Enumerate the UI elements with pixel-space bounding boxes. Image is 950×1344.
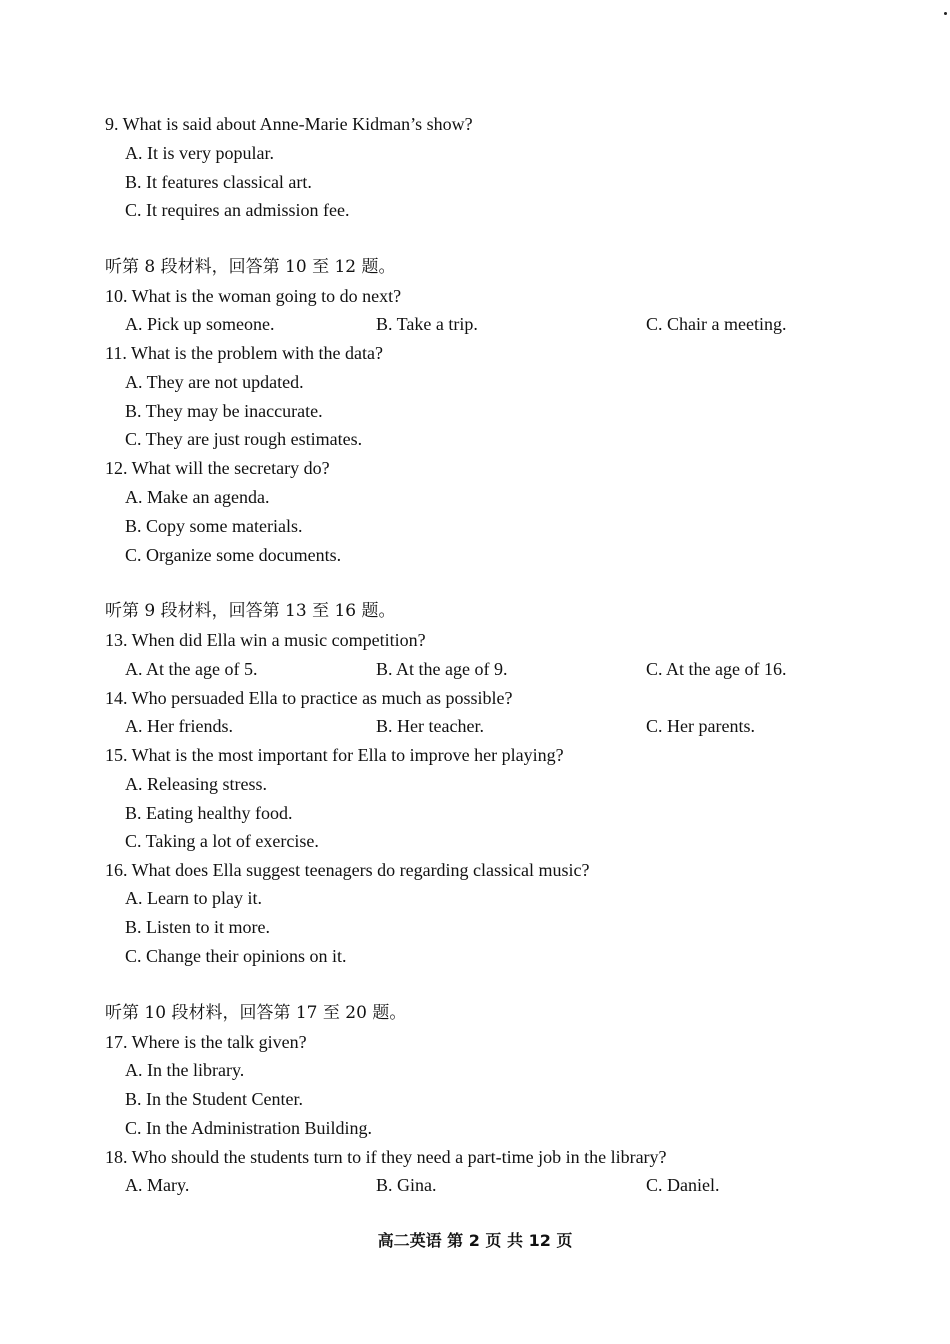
q14-option-a: A. Her friends. (125, 716, 233, 736)
q12-option-c: C. Organize some documents. (125, 545, 342, 565)
question-13: 13. When did Ella win a music competition? (105, 630, 426, 650)
q12-option-b: B. Copy some materials. (125, 516, 303, 536)
q18-option-a: A. Mary. (125, 1175, 190, 1195)
q9-option-b: B. It features classical art. (125, 172, 312, 192)
q18-option-b: B. Gina. (376, 1175, 437, 1195)
question-16: 16. What does Ella suggest teenagers do regarding classical music? (105, 860, 590, 880)
q13-option-b: B. At the age of 9. (376, 659, 508, 679)
q11-option-a: A. They are not updated. (125, 372, 304, 392)
question-11: 11. What is the problem with the data? (105, 343, 383, 363)
q15-option-b: B. Eating healthy food. (125, 803, 293, 823)
q13-option-c: C. At the age of 16. (646, 659, 787, 679)
question-15: 15. What is the most important for Ella to improve her playing? (105, 745, 564, 765)
q10-option-c: C. Chair a meeting. (646, 314, 787, 334)
section-10-heading: 听第 10 段材料，回答第 17 至 20 题。 (105, 1003, 407, 1023)
q9-option-c: C. It requires an admission fee. (125, 200, 350, 220)
q18-option-c: C. Daniel. (646, 1175, 720, 1195)
q12-option-a: A. Make an agenda. (125, 487, 270, 507)
section-9-heading: 听第 9 段材料，回答第 13 至 16 题。 (105, 601, 396, 621)
q15-option-c: C. Taking a lot of exercise. (125, 831, 319, 851)
q11-option-b: B. They may be inaccurate. (125, 401, 323, 421)
q10-option-a: A. Pick up someone. (125, 314, 275, 334)
q16-option-c: C. Change their opinions on it. (125, 946, 347, 966)
q11-option-c: C. They are just rough estimates. (125, 429, 363, 449)
q16-option-b: B. Listen to it more. (125, 917, 270, 937)
q10-option-b: B. Take a trip. (376, 314, 478, 334)
page-footer: 高二英语 第 2 页 共 12 页 (377, 1231, 573, 1250)
section-8-heading: 听第 8 段材料，回答第 10 至 12 题。 (105, 257, 396, 277)
q17-option-c: C. In the Administration Building. (125, 1118, 372, 1138)
q14-option-b: B. Her teacher. (376, 716, 484, 736)
q9-option-a: A. It is very popular. (125, 143, 274, 163)
q17-option-a: A. In the library. (125, 1060, 245, 1080)
scan-speck (944, 12, 947, 15)
q17-option-b: B. In the Student Center. (125, 1089, 303, 1109)
q14-option-c: C. Her parents. (646, 716, 755, 736)
q16-option-a: A. Learn to play it. (125, 888, 262, 908)
q13-option-a: A. At the age of 5. (125, 659, 258, 679)
question-17: 17. Where is the talk given? (105, 1032, 307, 1052)
question-12: 12. What will the secretary do? (105, 458, 330, 478)
q15-option-a: A. Releasing stress. (125, 774, 267, 794)
question-9: 9. What is said about Anne-Marie Kidman’s show? (105, 114, 473, 134)
question-18: 18. Who should the students turn to if they need a part-time job in the library? (105, 1147, 667, 1167)
question-14: 14. Who persuaded Ella to practice as much as possible? (105, 688, 513, 708)
question-10: 10. What is the woman going to do next? (105, 286, 402, 306)
